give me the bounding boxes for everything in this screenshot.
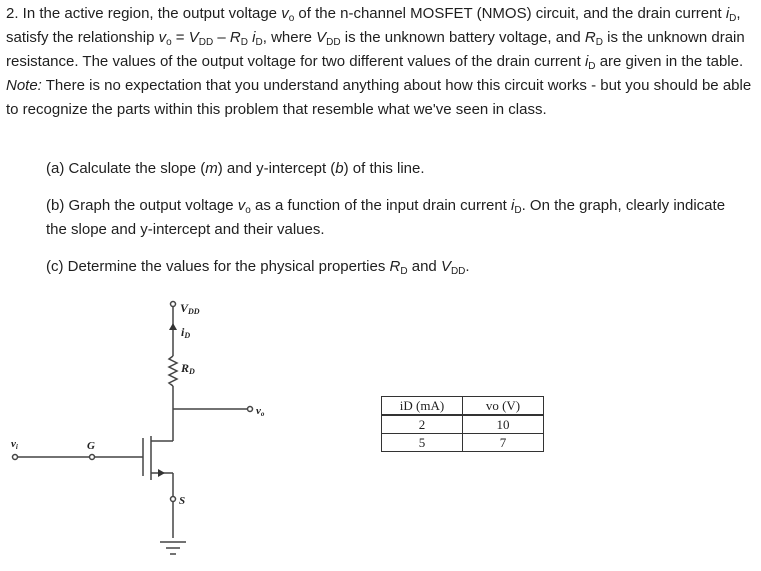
source-terminal <box>171 497 176 502</box>
cell-vo: 7 <box>463 434 544 452</box>
resistor-rd <box>169 356 177 386</box>
nmos-circuit-diagram <box>0 290 330 571</box>
table-row <box>382 415 544 434</box>
problem-number: 2. <box>6 5 19 22</box>
part-text: . On the graph, clearly indicate the slope and y-intercept and their values. <box>46 197 726 238</box>
sym-sub: o <box>166 37 172 48</box>
rd-label: RD <box>181 361 195 376</box>
sym-v: v <box>237 197 246 214</box>
sym-sub: D <box>255 37 263 48</box>
problem-statement <box>6 2 758 122</box>
cell-id: 5 <box>382 434 463 452</box>
problem-text: There is no expectation that you understand anything about how this circuit works - but you should be able to recognize the parts within this problem that resemble what we've seen in class. <box>6 77 752 118</box>
source-arrow-icon <box>158 469 165 477</box>
problem-text: = <box>171 29 189 46</box>
part-c <box>46 255 746 279</box>
sym-R: R <box>584 29 596 46</box>
cell-vo: 10 <box>463 415 544 434</box>
part-text: (a) Calculate the slope ( <box>46 160 206 177</box>
current-arrow-icon <box>169 323 177 330</box>
problem-text: of the n-channel MOSFET (NMOS) circuit, and the drain current <box>294 5 726 22</box>
sym-sub: D <box>240 37 248 48</box>
part-text: . <box>465 258 470 275</box>
sym-i: i <box>511 197 515 214</box>
header-vo: vo (V) <box>463 397 544 416</box>
source-label: S <box>179 495 186 507</box>
sym-b: b <box>335 160 344 177</box>
problem-text: In the active region, the output voltage <box>18 5 282 22</box>
part-text: (c) Determine the values for the physical properties <box>46 258 390 275</box>
part-b <box>46 194 746 242</box>
sym-i: i <box>252 29 256 46</box>
problem-text: , satisfy the relationship <box>6 5 741 46</box>
vo-terminal <box>248 407 253 412</box>
sym-sub: D <box>729 13 737 24</box>
sym-V: V <box>188 29 199 46</box>
part-text: ) of this line. <box>343 160 425 177</box>
vi-terminal <box>13 455 18 460</box>
sym-sub: D <box>400 266 408 277</box>
table-header-row <box>382 397 544 416</box>
part-text: as a function of the input drain current <box>250 197 512 214</box>
sym-R: R <box>229 29 241 46</box>
vi-label: vi <box>11 438 18 451</box>
part-text: (b) Graph the output voltage <box>46 197 238 214</box>
sym-sub: DD <box>198 37 214 48</box>
sym-R: R <box>389 258 401 275</box>
sym-sub: D <box>588 61 596 72</box>
sym-i: i <box>725 5 730 22</box>
note-label: Note: <box>6 77 42 94</box>
problem-text: – <box>213 29 230 46</box>
part-a <box>46 157 746 181</box>
sym-sub: D <box>514 205 522 216</box>
sym-sub: D <box>595 37 603 48</box>
problem-text: , where <box>262 29 317 46</box>
sym-sub: DD <box>450 266 466 277</box>
part-text: ) and y-intercept ( <box>217 160 336 177</box>
gate-terminal <box>90 455 95 460</box>
gate-label: G <box>87 440 95 452</box>
vdd-label: VDD <box>180 301 200 316</box>
table-row <box>382 434 544 452</box>
sym-V: V <box>316 29 327 46</box>
problem-text: are given in the table. <box>595 53 744 70</box>
problem-text: is the unknown drain resistance. The values of the output voltage for two different values of the drain current <box>6 29 745 70</box>
sym-v: v <box>158 29 167 46</box>
vo-label: vo <box>256 405 265 418</box>
cell-id: 2 <box>382 415 463 434</box>
id-label: iD <box>181 325 191 340</box>
sym-v: v <box>281 5 289 22</box>
sym-i: i <box>584 53 589 70</box>
sym-V: V <box>440 258 451 275</box>
sym-sub: o <box>288 13 295 24</box>
header-id: iD (mA) <box>382 397 463 416</box>
sym-m: m <box>205 160 218 177</box>
sym-sub: DD <box>326 37 341 48</box>
values-table <box>381 396 544 452</box>
part-text: and <box>407 258 441 275</box>
vdd-terminal <box>171 302 176 307</box>
problem-text: is the unknown battery voltage, and <box>340 29 585 46</box>
sym-sub: o <box>245 205 251 216</box>
